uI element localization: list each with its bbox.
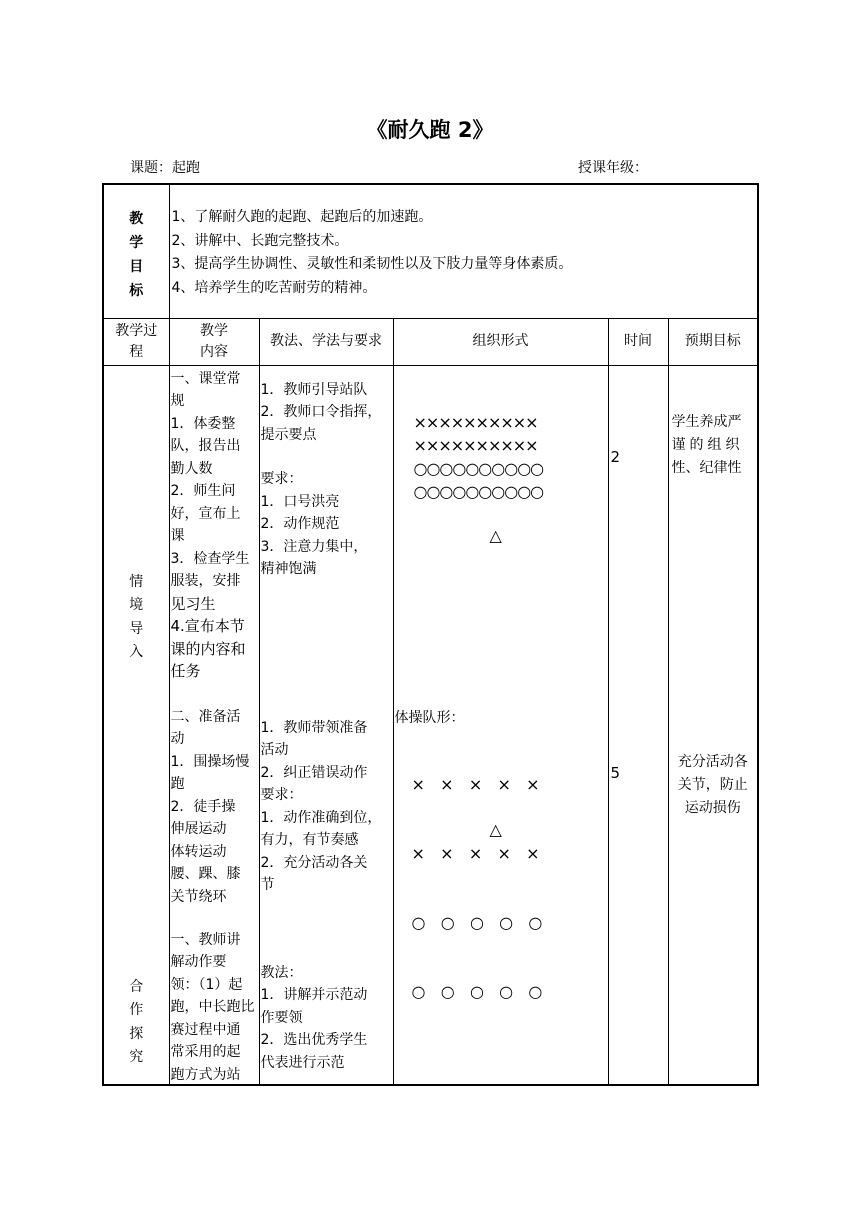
method-teach: 教法： 1．讲解并示范动 作要领 2．选出优秀学生 代表进行示范	[260, 964, 368, 1071]
header-time: 时间	[608, 318, 668, 365]
header-method: 教法、学法与要求	[259, 318, 393, 365]
formation-row: ××××××××××	[413, 412, 538, 432]
header-process: 教学过 程	[103, 318, 169, 365]
time-column	[608, 365, 668, 1085]
page-title: 《耐久跑 2》	[366, 118, 494, 142]
stage-column	[103, 365, 169, 1085]
warmup-formation-label: 体操队形：	[394, 709, 465, 726]
header-organization: 组织形式	[393, 318, 608, 365]
method-column	[259, 365, 393, 1085]
objective-item: 3、提高学生协调性、灵敏性和柔韧性以及下肢力量等身体素质。	[171, 256, 573, 272]
stage-situation: 情 境 导 入	[129, 573, 144, 660]
objectives-list	[169, 184, 758, 318]
formation-row: × × × × ×	[411, 774, 540, 794]
content-column	[169, 365, 259, 1085]
formation-row: ○○○○○○○○○○	[413, 458, 544, 478]
teacher-marker: △	[489, 525, 502, 545]
organization-column	[393, 365, 608, 1085]
objectives-heading: 教 学 目 标	[103, 184, 169, 318]
content-teach: 一、教师讲 解动作要 领：（1）起 跑，中长跑比 赛过程中通 常采用的起 跑方式为站	[170, 931, 255, 1083]
warmup-formation	[412, 727, 543, 1049]
method-routine: 1．教师引导站队 2．教师口令指挥， 提示要点 要求： 1．口号洪亮 2．动作规范 3．注意力集中， 精神饱满	[260, 381, 382, 577]
content-routine: 一、课堂常 规 1．体委整 队，报告出 勤人数 2．师生问 好，宣布上 课 3．检查学生 服装，安排 见习生 4.宣布本节 课的内容和 任务	[170, 370, 250, 680]
routine-formation	[414, 411, 544, 503]
formation-row: ○○○○○○○○○○	[413, 481, 544, 501]
formation-row: ○ ○ ○ ○ ○	[411, 981, 543, 1001]
subject-label: 课题：起跑	[130, 160, 200, 176]
content-warmup: 二、准备活 动 1．围操场慢 跑 2．徒手操 伸展运动 体转运动 腰、踝、膝 关节绕环	[170, 708, 250, 905]
objective-item: 2、讲解中、长跑完整技术。	[171, 232, 349, 249]
objective-item: 4、培养学生的吃苦耐劳的精神。	[171, 279, 377, 296]
body-row	[103, 365, 758, 1085]
formation-row: ××××××××××	[413, 435, 538, 455]
stage-cooperation: 合 作 探 究	[129, 978, 144, 1065]
objectives-row	[103, 184, 758, 318]
goal-column	[668, 365, 758, 1085]
teacher-marker: △	[489, 819, 502, 839]
time-warmup: 5	[610, 763, 621, 782]
formation-row: × × × × ×	[411, 843, 540, 863]
objective-item: 1、了解耐久跑的起跑、起跑后的加速跑。	[171, 209, 433, 225]
header-row	[103, 318, 758, 365]
time-routine: 2	[610, 447, 621, 466]
header-content: 教学 内容	[169, 318, 259, 365]
formation-row: ○ ○ ○ ○ ○	[411, 912, 543, 932]
grade-label: 授课年级：	[578, 160, 648, 176]
lesson-table	[102, 183, 759, 1086]
goal-routine: 学生养成严 谨的组织 性、纪律性	[671, 413, 744, 476]
goal-warmup: 充分活动各 关节，防止 运动损伤	[677, 753, 748, 816]
header-goal: 预期目标	[668, 318, 758, 365]
method-warmup: 1．教师带领准备 活动 2．纠正错误动作 要求： 1．动作准确到位， 有力，有节奏感 2．充分活动各关 节	[260, 719, 382, 893]
